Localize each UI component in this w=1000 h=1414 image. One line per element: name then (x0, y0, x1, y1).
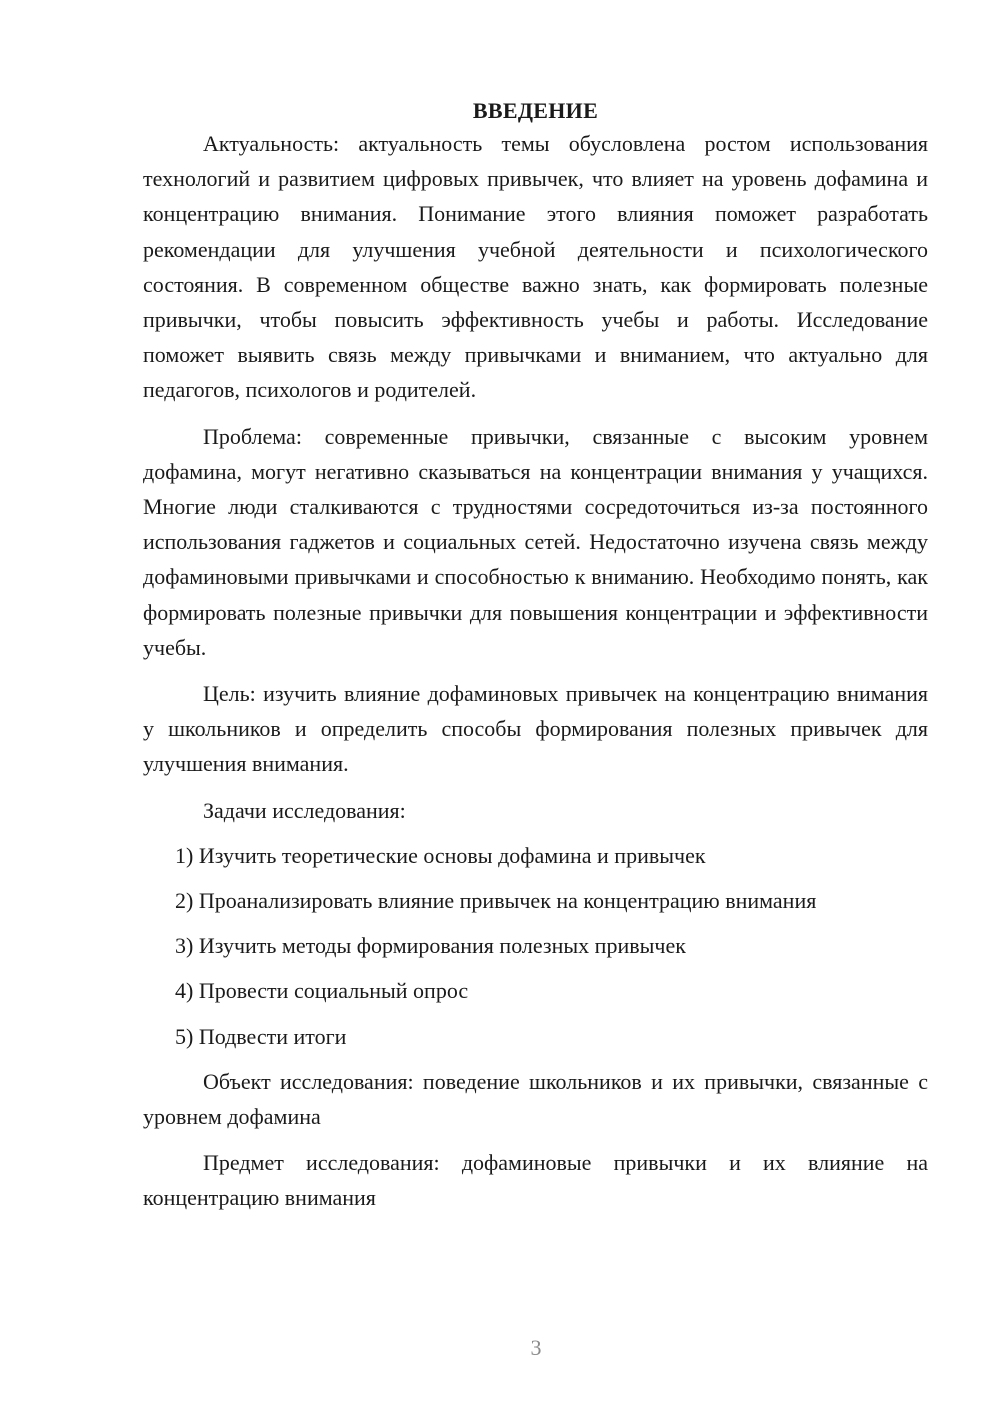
paragraph-problem: Проблема: современные привычки, связанные с высоким уровнем дофамина, могут негативно сказываться на концентрации внимания у учащихся. Многие люди сталкиваются с трудностями сосредоточиться из-за постоянного использования гаджетов и социальных сетей. Недостаточно изучена связь между дофаминовыми привычками и способностью к вниманию. Необходимо понять, как формировать полезные привычки для повышения концентрации и эффективности учебы. (143, 423, 928, 660)
task-item-3: 3) Изучить методы формирования полезных привычек (175, 933, 686, 959)
task-item-2: 2) Проанализировать влияние привычек на концентрацию внимания (175, 888, 817, 914)
paragraph-actuality: Актуальность: актуальность темы обусловлена ростом использования технологий и развитием цифровых привычек, что влияет на уровень дофамина и концентрацию внимания. Понимание этого влияния поможет разработать рекомендации для улучшения учебной деятельности и психологического состояния. В современном обществе важно знать, как формировать полезные привычки, чтобы повысить эффективность учебы и работы. Исследование поможет выявить связь между привычками и вниманием, что актуально для педагогов, психологов и родителей. (143, 131, 928, 403)
tasks-list (143, 838, 928, 1054)
page-number: 3 (530, 1335, 542, 1360)
task-item-4: 4) Провести социальный опрос (175, 978, 469, 1004)
section-heading: ВВЕДЕНИЕ (472, 98, 599, 123)
task-item-1: 1) Изучить теоретические основы дофамина и привычек (175, 842, 706, 868)
paragraph-object: Объект исследования: поведение школьников и их привычки, связанные с уровнем дофамина (143, 1068, 928, 1130)
paragraph-subject: Предмет исследования: дофаминовые привычки и их влияние на концентрацию внимания (143, 1150, 928, 1211)
page-content (143, 96, 928, 1216)
task-item-5: 5) Подвести итоги (175, 1023, 347, 1049)
tasks-title: Задачи исследования: (203, 797, 406, 823)
paragraph-goal: Цель: изучить влияние дофаминовых привычек на концентрацию внимания у школьников и определить способы формирования полезных привычек для улучшения внимания. (143, 681, 928, 777)
